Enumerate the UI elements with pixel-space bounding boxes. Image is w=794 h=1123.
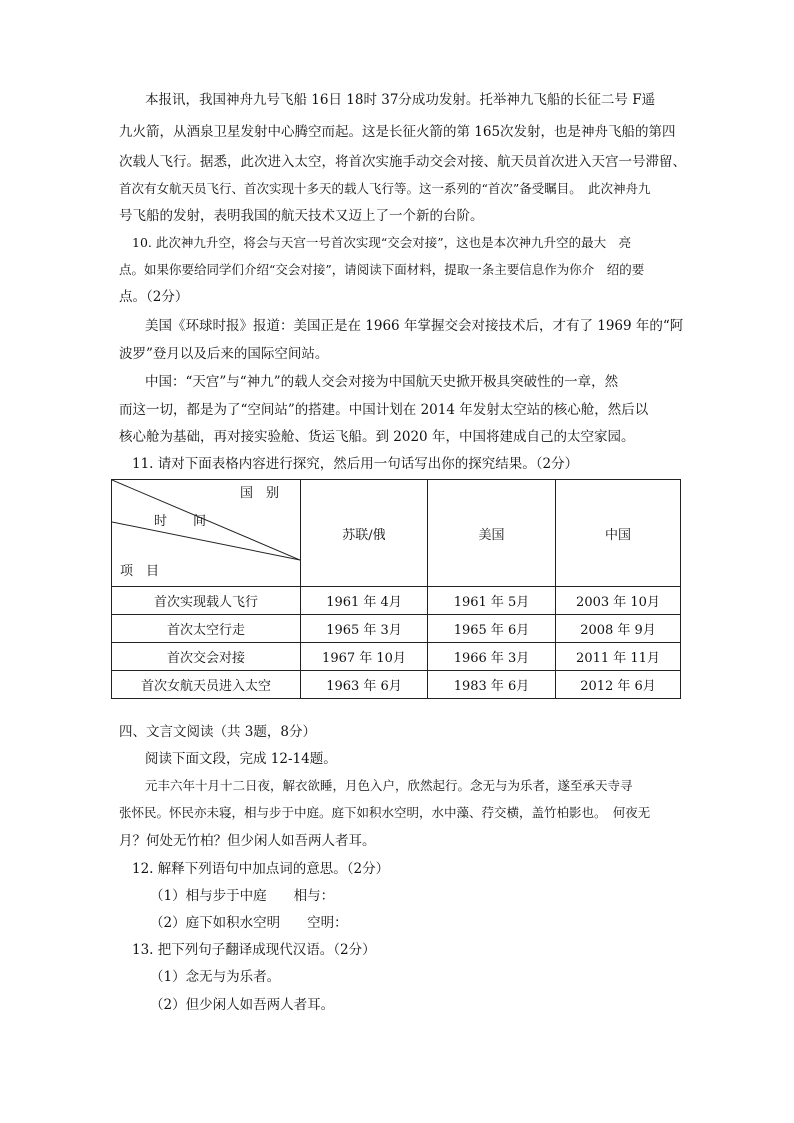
column-header: 中国 — [556, 480, 681, 587]
row-item: 首次实现载人飞行 — [112, 587, 301, 615]
table-row — [112, 643, 681, 671]
classical-text-line: 张怀民。怀民亦未寝，相与步于中庭。庭下如积水空明，水中藻、荇交横，盖竹柏影也。 何夜无 — [119, 805, 651, 820]
table-cell: 2012 年 6月 — [556, 671, 681, 699]
corner-time-label: 时 间 — [154, 514, 207, 529]
passage-line: 九火箭，从酒泉卫星发射中心腾空而起。这是长征火箭的第 165次发射，也是神舟飞船的第四 — [119, 124, 676, 140]
question-11: 11. 请对下面表格内容进行探究，然后用一句话写出你的探究结果。（2分） — [132, 456, 579, 472]
table-header-row — [112, 480, 681, 587]
question-10: 10. 此次神九升空，将会与天宫一号首次实现“交会对接”，这也是本次神九升空的最大 亮 — [132, 235, 632, 250]
table-cell: 1965 年 6月 — [428, 615, 556, 643]
table-cell: 2011 年 11月 — [556, 643, 681, 671]
column-header: 苏联/俄 — [301, 480, 428, 587]
question-12-item: （1）相与步于中庭 相与： — [150, 888, 335, 904]
spaceflight-comparison-table — [111, 479, 681, 699]
section-4-title: 四、文言文阅读（共 3题，8分） — [119, 724, 316, 740]
table-cell: 1966 年 3月 — [428, 643, 556, 671]
column-header: 美国 — [428, 480, 556, 587]
material-line: 而这一切，都是为了“空间站”的搭建。中国计划在 2014 年发射太空站的核心舱，然后以 — [119, 402, 649, 418]
classical-text-line: 月？何处无竹柏？但少闲人如吾两人者耳。 — [119, 833, 376, 849]
row-item: 首次太空行走 — [112, 615, 301, 643]
material-line: 波罗”登月以及后来的国际空间站。 — [119, 346, 329, 362]
table-row — [112, 615, 681, 643]
question-13-item: （1）念无与为乐者。 — [150, 969, 281, 985]
row-item: 首次女航天员进入太空 — [112, 671, 301, 699]
table-cell: 1967 年 10月 — [301, 643, 428, 671]
table-cell: 1963 年 6月 — [301, 671, 428, 699]
passage-line: 次载人飞行。据悉，此次进入太空，将首次实施手动交会对接、航天员首次进入天宫一号滞留、 — [119, 154, 686, 170]
material-line: 核心舱为基础，再对接实验舱、货运飞船。到 2020 年，中国将建成自己的太空家园。 — [119, 429, 635, 445]
corner-item-label: 项 目 — [120, 564, 160, 579]
table-row — [112, 671, 681, 699]
row-item: 首次交会对接 — [112, 643, 301, 671]
table-cell: 1961 年 5月 — [428, 587, 556, 615]
question-12-item: （2）庭下如积水空明 空明： — [150, 915, 348, 931]
question-13-item: （2）但少闲人如吾两人者耳。 — [150, 997, 335, 1013]
table-corner-cell — [112, 480, 301, 587]
table-cell: 1961 年 4月 — [301, 587, 428, 615]
table-cell: 1965 年 3月 — [301, 615, 428, 643]
passage-line: 首次有女航天员飞行、首次实现十多天的载人飞行等。这一系列的“首次”备受瞩目。 此次神舟九 — [119, 181, 651, 196]
table-cell: 2003 年 10月 — [556, 587, 681, 615]
classical-text-line: 元丰六年十月十二日夜，解衣欲睡，月色入户，欣然起行。念无与为乐者，遂至承天寺寻 — [145, 778, 633, 793]
passage-line: 号飞船的发射，表明我国的航天技术又迈上了一个新的台阶。 — [119, 208, 484, 224]
corner-country-label: 国 别 — [240, 486, 280, 501]
question-10-line: 点。如果你要给同学们介绍“交会对接”，请阅读下面材料，提取一条主要信息作为你介 绍的要 — [119, 262, 645, 277]
question-13: 13. 把下列句子翻译成现代汉语。（2分） — [132, 942, 376, 958]
material-line: 中国：“天宫”与“神九”的载人交会对接为中国航天史掀开极具突破性的一章，然 — [145, 374, 619, 390]
passage-line: 本报讯，我国神舟九号飞船 16日 18时 37分成功发射。托举神九飞船的长征二号 F遥 — [145, 92, 656, 108]
table-cell: 2008 年 9月 — [556, 615, 681, 643]
question-10-line: 点。（2分） — [119, 289, 189, 305]
table-row — [112, 587, 681, 615]
material-line: 美国《环球时报》报道：美国正是在 1966 年掌握交会对接技术后，才有了 1969 年的“阿 — [145, 318, 684, 334]
question-12: 12. 解释下列语句中加点词的意思。（2分） — [132, 861, 390, 877]
table-cell: 1983 年 6月 — [428, 671, 556, 699]
section-4-intro: 阅读下面文段，完成 12-14题。 — [145, 751, 337, 767]
